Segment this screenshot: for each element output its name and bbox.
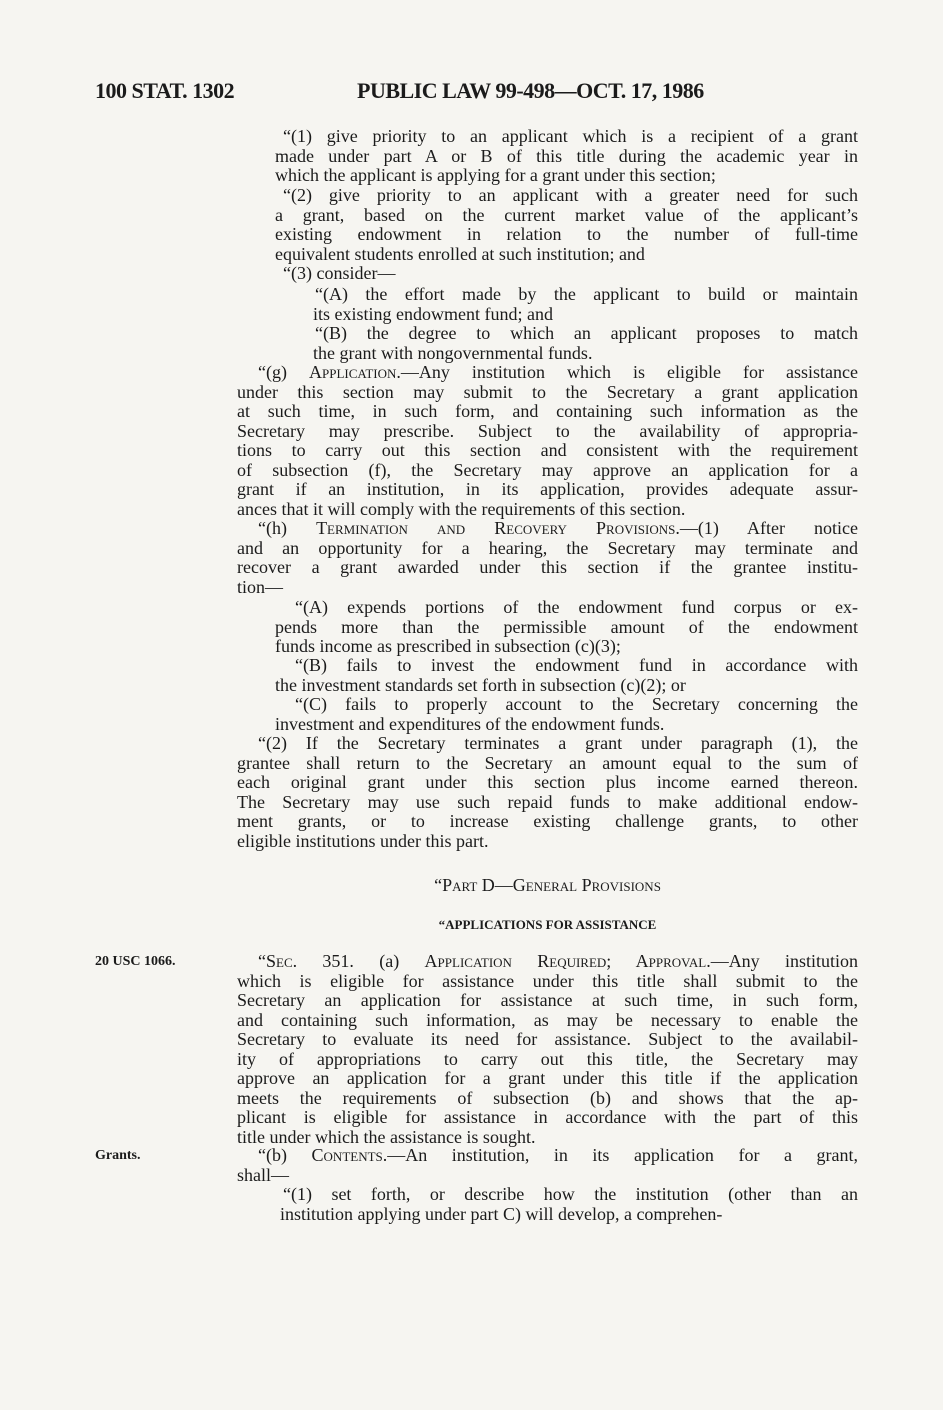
paragraph — [275, 695, 858, 734]
text-line: “(B) the degree to which an applicant proposes to match — [315, 324, 858, 343]
text-run: .—Any institution — [706, 952, 858, 971]
section-351 — [237, 952, 858, 1147]
paragraph — [275, 186, 858, 264]
text-line: Secretary an application for assistance at such time, in such form, — [237, 991, 858, 1010]
text-line: which is eligible for assistance under this title shall submit to the — [237, 971, 858, 991]
paragraph — [275, 656, 858, 695]
text-line: funds income as prescribed in subsection (c)(3); — [275, 637, 621, 656]
text-line: title under which the assistance is sought. — [237, 1127, 536, 1147]
text-line: The Secretary may use such repaid funds to make additional endow- — [237, 792, 858, 812]
text-line: the investment standards set forth in subsection (c)(2); or — [275, 675, 686, 695]
text-line — [237, 363, 858, 383]
text-line: grantee shall return to the Secretary an amount equal to the sum of — [237, 753, 858, 773]
small-caps-heading: Contents — [311, 1146, 383, 1165]
text-line: made under part A or B of this title during the academic year in — [275, 146, 858, 166]
text-line: which the applicant is applying for a grant under this section; — [275, 166, 716, 185]
text-line: approve an application for a grant under this title if the application — [237, 1069, 858, 1088]
text-line: “(1) set forth, or describe how the institution (other than an — [283, 1185, 858, 1204]
small-caps-heading: Termination and Recovery Provisions — [316, 519, 676, 538]
subsection-h — [237, 519, 858, 597]
text-line: institution applying under part C) will develop, a comprehen- — [280, 1204, 723, 1224]
text-line: plicant is eligible for assistance in accordance with the part of this — [237, 1108, 858, 1127]
text-line: at such time, in such form, and containing such information as the — [237, 402, 858, 421]
text-line: a grant, based on the current market value of the applicant’s — [275, 205, 858, 225]
text-line: “(3) consider— — [283, 264, 396, 283]
subsection-b — [237, 1146, 858, 1185]
text-run: .—(1) After notice — [675, 519, 858, 538]
text-line: “(2) If the Secretary terminates a grant under paragraph (1), the — [258, 734, 858, 753]
text-line: “(B) fails to invest the endowment fund in accordance with — [295, 656, 858, 675]
text-line: investment and expenditures of the endowment funds. — [275, 714, 665, 734]
text-run: .—An institution, in its application for a grant, — [382, 1146, 858, 1165]
small-caps-heading: Sec — [266, 952, 293, 971]
text-line — [237, 519, 858, 539]
paragraph — [280, 1185, 858, 1224]
page-reference: 100 STAT. 1302 — [95, 78, 235, 103]
margin-note-grants: Grants. — [95, 1148, 141, 1163]
text-line: Secretary may prescribe. Subject to the availability of appropria- — [237, 421, 858, 441]
text-run: “ — [258, 952, 266, 971]
text-line: tions to carry out this section and consistent with the requirement — [237, 441, 858, 460]
text-line: “(A) expends portions of the endowment fund corpus or ex- — [295, 598, 858, 617]
text-line: grant if an institution, in its application, provides adequate assur- — [237, 480, 858, 499]
text-line: and an opportunity for a hearing, the Secretary may terminate and — [237, 538, 858, 558]
small-caps-heading: Application — [309, 363, 397, 382]
text-line: ances that it will comply with the requirements of this section. — [237, 499, 686, 519]
text-line: ment grants, or to increase existing challenge grants, to other — [237, 812, 858, 831]
margin-note-usc: 20 USC 1066. — [95, 954, 176, 969]
running-title: PUBLIC LAW 99-498—OCT. 17, 1986 — [357, 78, 704, 103]
text-line: ity of appropriations to carry out this title, the Secretary may — [237, 1049, 858, 1069]
text-line: tion— — [237, 577, 284, 597]
part-heading: “Part D—General Provisions — [434, 875, 661, 895]
text-line: shall— — [237, 1165, 289, 1185]
text-line: each original grant under this section plus income earned thereon. — [237, 773, 858, 792]
paragraph — [275, 598, 858, 657]
paragraph — [313, 285, 858, 324]
text-run: .—Any institution which is eligible for assistance — [396, 363, 858, 382]
text-line — [237, 952, 858, 972]
text-line: “(A) the effort made by the applicant to build or maintain — [315, 285, 858, 304]
text-run: “(b) — [258, 1146, 312, 1165]
paragraph — [275, 127, 858, 186]
text-line: existing endowment in relation to the number of full-time — [275, 225, 858, 244]
text-line: of subsection (f), the Secretary may approve an application for a — [237, 460, 858, 480]
section-heading: “APPLICATIONS FOR ASSISTANCE — [438, 917, 657, 932]
text-line: its existing endowment fund; and — [313, 304, 553, 324]
text-line: meets the requirements of subsection (b) and shows that the ap- — [237, 1088, 858, 1108]
text-line: under this section may submit to the Secretary a grant application — [237, 382, 858, 402]
text-line: “(2) give priority to an applicant with a greater need for such — [283, 186, 858, 205]
text-line: Secretary to evaluate its need for assistance. Subject to the availabil- — [237, 1030, 858, 1049]
text-run: “(g) — [258, 363, 309, 382]
text-run: . 351. (a) — [292, 952, 425, 971]
text-line: recover a grant awarded under this section if the grantee institu- — [237, 558, 858, 577]
text-line: “(1) give priority to an applicant which is a recipient of a grant — [283, 127, 858, 146]
small-caps-heading: Application Required; Approval — [424, 952, 707, 971]
text-line: pends more than the permissible amount of the endowment — [275, 617, 858, 637]
text-run: “(h) — [258, 519, 317, 538]
text-line: and containing such information, as may be necessary to enable the — [237, 1010, 858, 1030]
text-line: “(C) fails to properly account to the Secretary concerning the — [295, 695, 858, 714]
text-line: the grant with nongovernmental funds. — [313, 343, 593, 363]
paragraph — [283, 264, 858, 284]
text-line: eligible institutions under this part. — [237, 831, 489, 851]
text-line: equivalent students enrolled at such institution; and — [275, 244, 645, 264]
paragraph — [313, 324, 858, 363]
text-line — [237, 1146, 858, 1166]
subsection-g — [237, 363, 858, 519]
paragraph — [237, 734, 858, 851]
